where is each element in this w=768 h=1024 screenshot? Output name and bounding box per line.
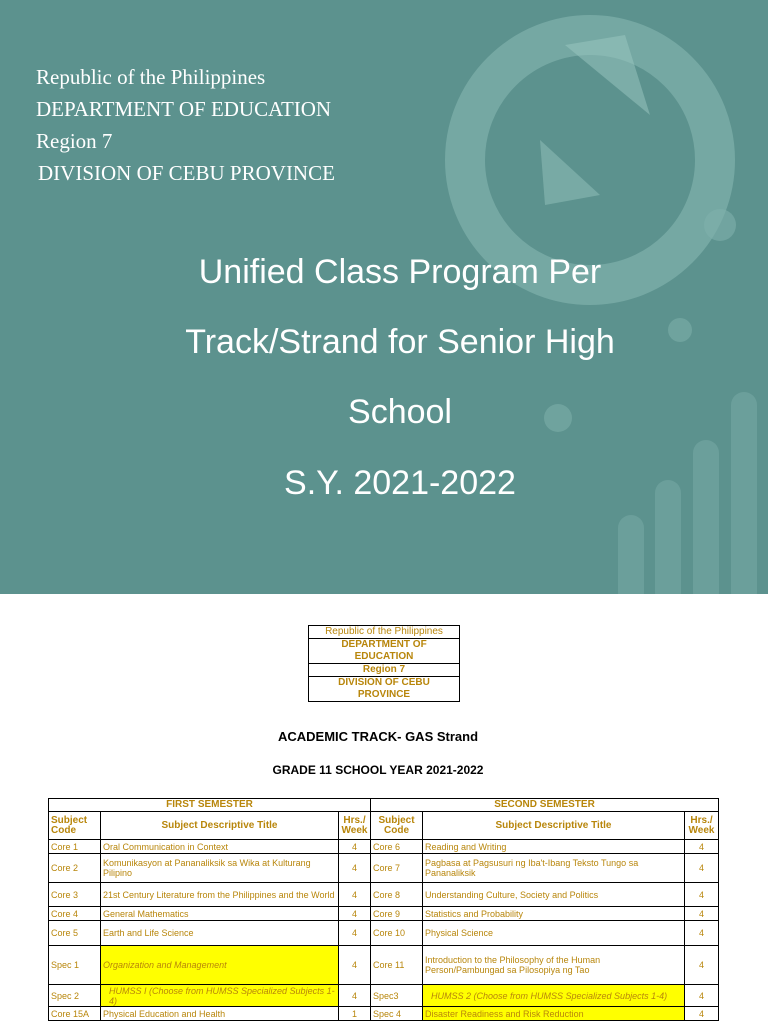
- subject-title: HUMSS 2 (Choose from HUMSS Specialized Subjects 1-4): [423, 985, 685, 1007]
- col-hours: Hrs./ Week: [339, 812, 371, 840]
- subject-code: Core 4: [49, 907, 101, 921]
- subject-title: Earth and Life Science: [101, 921, 339, 946]
- subject-hours: 4: [339, 921, 371, 946]
- subject-code: Core 2: [49, 854, 101, 883]
- subject-code: Core 11: [371, 946, 423, 985]
- subject-title: Disaster Readiness and Risk Reduction: [423, 1007, 685, 1021]
- subject-code: Core 3: [49, 883, 101, 907]
- slide-title-line-3: School: [348, 393, 452, 431]
- col-hours: Hrs./ Week: [685, 812, 719, 840]
- republic-label: Republic of the Philippines: [36, 65, 266, 89]
- document-header: [308, 625, 460, 702]
- slide-title-line-2: Track/Strand for Senior High: [185, 323, 615, 361]
- table-row: [49, 985, 719, 1007]
- doc-department: DEPARTMENT OF EDUCATION: [309, 639, 460, 664]
- subject-hours: 4: [339, 883, 371, 907]
- subject-code: Core 5: [49, 921, 101, 946]
- subject-hours: 4: [685, 985, 719, 1007]
- doc-republic: Republic of the Philippines: [309, 626, 460, 639]
- subject-hours: 4: [339, 854, 371, 883]
- subject-hours: 4: [685, 840, 719, 854]
- region-label: Region 7: [36, 129, 113, 153]
- class-program-table: [48, 798, 719, 1021]
- col-subject-code: Subject Code: [49, 812, 101, 840]
- subject-code: Spec 1: [49, 946, 101, 985]
- subject-title: General Mathematics: [101, 907, 339, 921]
- col-subject-title: Subject Descriptive Title: [101, 812, 339, 840]
- subject-hours: 1: [339, 1007, 371, 1021]
- subject-hours: 4: [685, 1007, 719, 1021]
- subject-title: Organization and Management: [101, 946, 339, 985]
- second-semester-header: SECOND SEMESTER: [371, 799, 719, 812]
- subject-code: Core 9: [371, 907, 423, 921]
- subject-code: Core 10: [371, 921, 423, 946]
- subject-title: Reading and Writing: [423, 840, 685, 854]
- subject-hours: 4: [339, 946, 371, 985]
- subject-title: Understanding Culture, Society and Politics: [423, 883, 685, 907]
- table-row: [49, 921, 719, 946]
- subject-code: Spec 4: [371, 1007, 423, 1021]
- subject-title: Physical Science: [423, 921, 685, 946]
- table-row: [49, 1007, 719, 1021]
- subject-code: Core 7: [371, 854, 423, 883]
- subject-code: Core 1: [49, 840, 101, 854]
- doc-division: DIVISION OF CEBU PROVINCE: [309, 677, 460, 702]
- subject-title: Physical Education and Health: [101, 1007, 339, 1021]
- table-row: [49, 883, 719, 907]
- table-row: [49, 840, 719, 854]
- subject-hours: 4: [685, 946, 719, 985]
- subject-code: Core 15A: [49, 1007, 101, 1021]
- slide-title-line-1: Unified Class Program Per: [198, 253, 602, 291]
- subject-hours: 4: [685, 921, 719, 946]
- subject-code: Spec 2: [49, 985, 101, 1007]
- table-row: [49, 946, 719, 985]
- subject-hours: 4: [339, 985, 371, 1007]
- subject-hours: 4: [685, 883, 719, 907]
- subject-hours: 4: [339, 907, 371, 921]
- subject-hours: 4: [685, 854, 719, 883]
- division-label: DIVISION OF CEBU PROVINCE: [38, 161, 335, 185]
- subject-title: HUMSS I (Choose from HUMSS Specialized Subjects 1-4): [101, 985, 339, 1007]
- subject-title: Pagbasa at Pagsusuri ng Iba't-Ibang Teksto Tungo sa Pananaliksik: [423, 854, 685, 883]
- subject-hours: 4: [339, 840, 371, 854]
- slide-title-line-4: S.Y. 2021-2022: [284, 464, 516, 502]
- grade-title: GRADE 11 SCHOOL YEAR 2021-2022: [272, 763, 484, 777]
- col-subject-title: Subject Descriptive Title: [423, 812, 685, 840]
- track-title: ACADEMIC TRACK- GAS Strand: [277, 729, 479, 744]
- department-label: DEPARTMENT OF EDUCATION: [36, 97, 332, 121]
- table-row: [49, 854, 719, 883]
- subject-title: Introduction to the Philosophy of the Human Person/Pambungad sa Pilosopiya ng Tao: [423, 946, 685, 985]
- subject-code: Core 8: [371, 883, 423, 907]
- doc-region: Region 7: [309, 664, 460, 677]
- subject-title: Komunikasyon at Pananaliksik sa Wika at Kulturang Pilipino: [101, 854, 339, 883]
- subject-title: Statistics and Probability: [423, 907, 685, 921]
- first-semester-header: FIRST SEMESTER: [49, 799, 371, 812]
- subject-code: Core 6: [371, 840, 423, 854]
- col-subject-code: Subject Code: [371, 812, 423, 840]
- subject-title: 21st Century Literature from the Philippines and the World: [101, 883, 339, 907]
- subject-hours: 4: [685, 907, 719, 921]
- table-row: [49, 907, 719, 921]
- subject-title: Oral Communication in Context: [101, 840, 339, 854]
- subject-code: Spec3: [371, 985, 423, 1007]
